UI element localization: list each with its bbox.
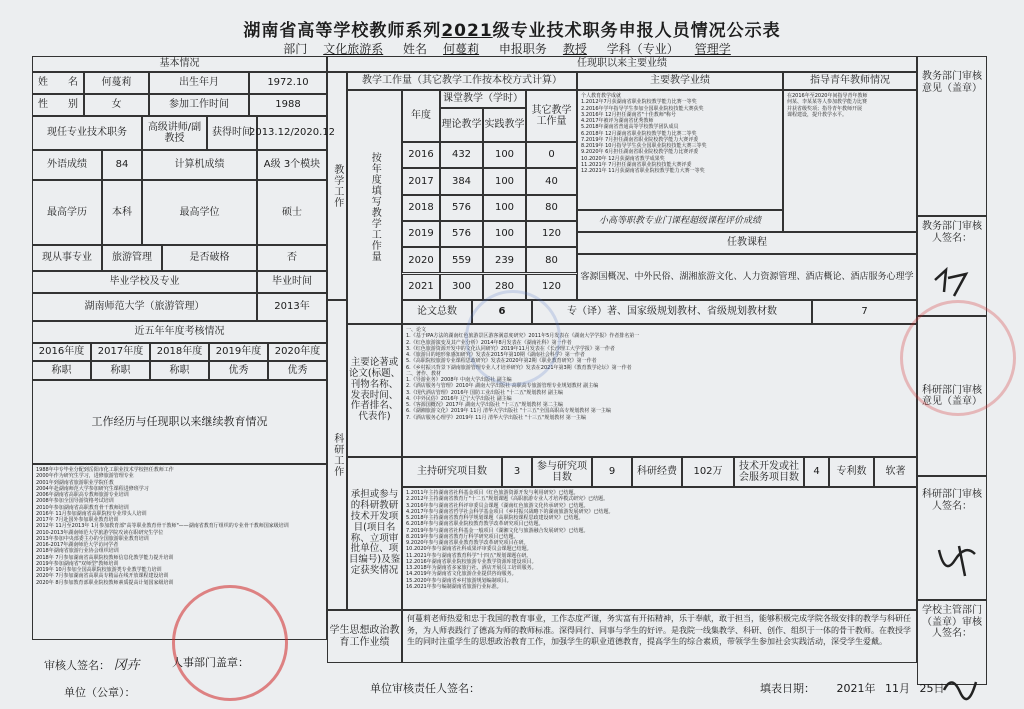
assessment-year: 2018年度 xyxy=(150,343,209,361)
title-suffix: 级专业技术职务申报人员情况公示表 xyxy=(492,21,781,41)
workload-year: 2020 xyxy=(402,247,440,273)
paper-line: 一、论文 xyxy=(406,327,427,333)
experience-line: 2012年 11月至2013年 1月参加教育部"高等职业教育骨干教师"——湖南省教育厅组织的专业骨干教师国家级培训 xyxy=(36,523,289,530)
date-label: 填表日期： xyxy=(760,682,815,695)
assessment-result: 称职 xyxy=(91,361,150,380)
birth-label: 出生年月 xyxy=(149,72,249,94)
project-line: 7.2019年参与湖南省社科基金一般项目《湖湘文化与旅游融合发展研究》已结题。 xyxy=(406,527,589,534)
teaching-work-label xyxy=(327,72,347,300)
join-count-label: 参与研究项目数 xyxy=(532,457,592,487)
project-line: 10.2020年参与湖南省社科成果评审委员会课题已结题。 xyxy=(406,546,532,553)
paper-line: 1.《基于IPA方法的湖南红色旅游景区游客满意度研究》2011年5月发表在《湖南大学学报》作者排名第一 xyxy=(406,333,640,340)
experience-line: 2020年 8月参加教育部职业院校教师素质提高计划国家级培训 xyxy=(36,579,174,586)
birth-value: 1972.10 xyxy=(249,72,327,94)
computer-label: 计算机成绩 xyxy=(142,150,257,180)
signature-icon xyxy=(940,670,980,706)
foreign-lang-score: 84 xyxy=(102,150,142,180)
teaching-work-text: 教学工作 xyxy=(331,164,343,208)
project-line: 1.2011年主持湖南省社科基金项目《红色旅游资源开发与利用研究》已结题。 xyxy=(406,490,579,496)
handwritten-note: 小高等职教专业门课程超级课程评价成绩 xyxy=(577,210,783,232)
workload-practice: 100 xyxy=(483,142,526,168)
guide-teachers-text xyxy=(783,90,917,232)
project-line: 2.2012年主持湖南省教育厅"十二五"规划课题《高职旅游专业人才培养模式研究》已结题。 xyxy=(406,496,609,503)
projects-label: 承担或参与的科研教研技术开发项目(项目名称、立项审批单位、项目编号)及鉴定获奖情况 xyxy=(347,457,402,610)
project-line: 16.2021年参与编制湖南省旅游行业标准。 xyxy=(406,583,502,590)
paper-line: 4.《中外民俗》2016年 辽宁大学出版社 副主编 xyxy=(406,395,512,402)
experience-line: 2004年赴湖南师范大学参加研究生课程进修班学习 xyxy=(36,485,149,492)
achievement-line: 8.2019年 10月指导学生获全国职业院校技能大赛三等奖 xyxy=(581,143,707,149)
research-opinion: 科研部门审核意见（盖章） xyxy=(917,316,987,476)
blue-seal-stamp xyxy=(465,290,561,386)
workload-year: 2018 xyxy=(402,195,440,221)
assessment-year: 2019年度 xyxy=(209,343,268,361)
red-seal-stamp xyxy=(172,585,288,701)
project-line: 11.2021年参与湖南省教育科学"十四五"规划课题在研。 xyxy=(406,552,532,559)
project-line: 8.2019年参与湖南省教育厅科学研究项目已结题。 xyxy=(406,533,519,540)
school-label: 毕业学校及专业 xyxy=(32,271,257,293)
unit-reviewer-label: 单位审核责任人签名： xyxy=(370,682,480,695)
paper-line: 二、著作、教材 xyxy=(406,370,442,377)
achievement-line: 10.2020年 12月获湖南省教学成果奖 xyxy=(581,155,665,162)
position-label: 申报职务 xyxy=(498,42,547,56)
projects-list xyxy=(402,487,917,610)
basic-section-title: 基本情况 xyxy=(32,56,327,72)
form-title xyxy=(0,16,1024,41)
edu-dept-opinion: 教务部门审核意见（盖章） xyxy=(917,56,987,216)
date-year: 2021 xyxy=(836,682,865,695)
paper-line: 6.《湖湘旅游文化》2019年 11月 清华大学出版社 "十三五"全国高职高专规划教材 第一主编 xyxy=(406,408,611,415)
paper-line: 1.《导游业务》2008年 中南大学出版社 副主编 xyxy=(406,377,512,383)
experience-line: 2001年到湖南省旅游职业学院任教 xyxy=(36,479,114,486)
foreign-lang-label: 外语成绩 xyxy=(32,150,102,180)
education-label: 最高学历 xyxy=(32,180,102,245)
red-seal-stamp xyxy=(900,300,1016,416)
achievement-line: 3.2016年 12月担任湖南省"十佳教师"称号 xyxy=(581,111,677,118)
research-signer: 科研部门审核人签名： xyxy=(917,476,987,600)
workload-other: 80 xyxy=(526,247,577,273)
experience-line: 2006年湖南省高职高专教师旅游专业培训 xyxy=(36,492,129,498)
assessment-year: 2016年度 xyxy=(32,343,91,361)
applicant-summary xyxy=(0,40,1024,57)
paper-line: 3.《现代酒店管理》2016年 国防工业出版社 "十二五"规划教材 副主编 xyxy=(406,389,563,396)
unit-seal-label: 单位（公章）： xyxy=(64,686,136,699)
hr-seal-label: 人事部门盖章： xyxy=(172,656,249,669)
degree-label: 最高学位 xyxy=(142,180,257,245)
workload-year: 2017 xyxy=(402,168,440,194)
achievement-line: 7.2019年 7月担任湖南省职业院校教学能力大赛评委 xyxy=(581,136,699,143)
experience-line: 2019年参加湖南省"双师型"教师培训 xyxy=(36,560,119,567)
fund-value: 102万 xyxy=(682,457,734,487)
workload-practice: 239 xyxy=(483,247,526,273)
book-count-label: 专（译）著、国家级规划教材、省级规划教材数 xyxy=(532,300,812,324)
workload-other: 120 xyxy=(526,221,577,247)
workload-year: 2019 xyxy=(402,221,440,247)
achievement-line: 个人教育教学成就 xyxy=(581,93,622,99)
dept-value: 文化旅游系 xyxy=(323,42,384,56)
achievement-line: 9.2020年 6月担任湖南省职业院校教学能力比赛评委 xyxy=(581,149,699,156)
education-value: 本科 xyxy=(102,180,142,245)
reviewer-label: 审核人签名： xyxy=(44,659,110,672)
reviewer-sign: 审核人签名： 冈卉 xyxy=(44,658,140,673)
project-count-label: 主持研究项目数 xyxy=(402,457,502,487)
project-line: 4.2017年参与湖南省哲学社会科学基金项目《乡村振兴战略下的湖南旅游发展研究》已结题。 xyxy=(406,508,614,515)
paper-count-label: 论文总数 xyxy=(402,300,472,324)
break-rule-label: 是否破格 xyxy=(162,245,257,271)
grad-time-value: 2013年 xyxy=(257,293,327,321)
project-line: 6.2018年参与湖南省职业院校教育教学改革研究项目已结题。 xyxy=(406,521,544,528)
gender-value: 女 xyxy=(84,94,149,116)
workload-practice: 100 xyxy=(483,195,526,221)
workload-practice: 100 xyxy=(483,221,526,247)
workload-practice: 280 xyxy=(483,274,526,300)
computer-score: A级 3个模块 xyxy=(257,150,327,180)
ideology-label: 学生思想政治教育工作业绩 xyxy=(327,610,402,663)
workload-title: 教学工作量（其它教学工作按本校方式计算） xyxy=(347,72,577,90)
experience-line: 2013年参加中央部委主办的全国旅游职业教育培训 xyxy=(36,535,149,542)
grad-time-label: 毕业时间 xyxy=(257,271,327,293)
ideology-text: 何蔓莉老师热爱和忠于我国的教育事业，工作态度严谨，务实富有开拓精神，乐于奉献，敢于担当，能够积极完成学院各级安排的教学与科研任务，为人师表践行了德高为师的教师标准。深得同行、同事与学生的好评。是我院一线集教学、科研、创作、组织于一体的骨干教师。在教授学生的同时注重学生的思想政治教育工作，加强学生的职业道德教育，提高学生的综合素质，带领学生参加社会实践活动，深受学生爱戴。 xyxy=(402,610,917,663)
guide-line: 何某、李某某等人参加教学能力比赛 xyxy=(787,99,868,106)
assessment-result: 称职 xyxy=(32,361,91,380)
achievement-line: 2.2016年学年指导学生参加全国职业院校技能大赛获奖 xyxy=(581,105,704,112)
workload-theory: 384 xyxy=(440,168,483,194)
project-line: 12.2016年湖南省职业院校旅游专业教学资源库建设项目。 xyxy=(406,558,537,565)
experience-line: 2016年 11月参加湖南省高职院校专业带头人培训 xyxy=(36,510,147,517)
research-work-text: 科研工作 xyxy=(331,433,343,477)
courses-value: 客源国概况、中外民俗、湖湘旅游文化、人力资源管理、酒店概论、酒店服务心理学 xyxy=(577,254,917,300)
paper-line: 3.《红色旅游资源开发中的文化认同研究》2019年11月发表在《长沙理工大学学报》第一作者 xyxy=(406,345,615,352)
fill-date xyxy=(760,680,945,696)
workload-year: 2021 xyxy=(402,274,440,300)
assessment-year: 2020年度 xyxy=(268,343,327,361)
experience-line: 2017年 7月赴国外参加职业教育培训 xyxy=(36,517,119,523)
paper-count-value: 6 xyxy=(472,300,532,324)
name-field: 何蔓莉 xyxy=(84,72,149,94)
paper-line: 5.《客源国概况》2017年 湖南大学出版社 "十三五"规划教材 第二主编 xyxy=(406,402,563,408)
signature-icon xyxy=(935,540,983,580)
major-value: 旅游管理 xyxy=(102,245,162,271)
assessment-year: 2017年度 xyxy=(91,343,150,361)
experience-line: 2008年参加全国导游资格考试培训 xyxy=(36,498,114,505)
workload-practice: 100 xyxy=(483,168,526,194)
project-count-value: 3 xyxy=(502,457,532,487)
project-line: 15.2020年参与湖南省乡村旅游规划编制项目。 xyxy=(406,577,512,584)
signature-icon xyxy=(932,262,972,298)
achievement-line: 1.2012年7月获湖南省职业院校教学能力比赛一等奖 xyxy=(581,99,697,106)
workload-theory: 432 xyxy=(440,142,483,168)
main-achievements-title: 主要教学业绩 xyxy=(577,72,783,90)
obtain-value: 2013.12/2020.12 xyxy=(257,116,327,150)
fill-by-year-text: 按年度填写教学工作量 xyxy=(369,152,381,262)
date-year-unit: 年 xyxy=(864,682,876,695)
experience-line: 2018年湖南省旅游行业协会组织培训 xyxy=(36,548,119,555)
experience-line: 1988年中专毕业分配到岳阳市化工职业技术学校担任教师工作 xyxy=(36,467,174,473)
title-year: 2021 xyxy=(441,21,493,41)
practice-header: 实践教学 xyxy=(483,108,526,142)
name-label: 姓名 xyxy=(403,42,428,56)
work-start-label: 参加工作时间 xyxy=(149,94,249,116)
paper-line: 5.《高职院校旅游专业课程思政研究》发表在2020年第2期《职业教育研究》第一作者 xyxy=(406,358,597,365)
workload-theory: 576 xyxy=(440,195,483,221)
experience-line: 2020年 7月参加湖南省高职高专精品在线开放课程建设培训 xyxy=(36,573,169,580)
position-value: 教授 xyxy=(562,42,587,56)
patent-label: 专利数 xyxy=(829,457,874,487)
edu-dept-signer: 教务部门审核人签名： xyxy=(917,216,987,316)
degree-value: 硕士 xyxy=(257,180,327,245)
workload-other: 120 xyxy=(526,274,577,300)
paper-line: 6.《乡村振兴背景下湖南旅游管理专业人才培养研究》发表在2021年第3期《教育教学论坛》第一作者 xyxy=(406,364,632,371)
paper-line: 4.《旅游目的地形象感知研究》发表在2015年第10期《湖南社会科学》第一作者 xyxy=(406,352,585,358)
workload-other: 0 xyxy=(526,142,577,168)
guide-line: 课程建设，提升教学水平。 xyxy=(787,111,848,118)
year-header: 年度 xyxy=(402,90,440,142)
achievement-line: 12.2021年 11月获湖南省职业院校教学能力大赛一等奖 xyxy=(581,168,705,174)
theory-header: 理论教学 xyxy=(440,108,483,142)
workload-theory: 300 xyxy=(440,274,483,300)
tech-count-value: 4 xyxy=(804,457,829,487)
assessment-result: 称职 xyxy=(150,361,209,380)
date-day: 25 xyxy=(919,682,934,695)
guide-line: 并获省级奖项；指导青年教师开展 xyxy=(787,105,863,112)
school-signer: 学校主管部门（盖章）审核人签名： xyxy=(917,600,987,685)
experience-line: 2000年作为研究生学习，进修旅游管理专业 xyxy=(36,473,134,480)
join-count-value: 9 xyxy=(592,457,632,487)
name-field-label: 姓 名 xyxy=(32,72,84,94)
experience-line: 2018年 7月参加湖南省高职院校教师信息化教学能力提升培训 xyxy=(36,554,174,561)
workload-other: 40 xyxy=(526,168,577,194)
work-start-value: 1988 xyxy=(249,94,327,116)
experience-line: 2010-2013年湖南师范大学旅游学院攻读在职研究生学位 xyxy=(36,529,164,536)
project-line: 5.2018年主持湖南省教育科学规划课题《高职院校课程思政建设研究》已结题。 xyxy=(406,515,584,521)
major-label: 现从事专业 xyxy=(32,245,102,271)
obtain-label: 获得时间 xyxy=(207,116,257,150)
dept-label: 部门 xyxy=(283,42,308,56)
assessment-title: 近五年年度考核情况 xyxy=(32,321,327,343)
date-month: 11 xyxy=(885,682,899,695)
experience-title: 工作经历与任现职以来继续教育情况 xyxy=(32,380,327,464)
research-work-label xyxy=(327,300,347,610)
guide-line: 在2016年至2020年间指导青年教师 xyxy=(787,93,868,99)
patent-value: 软著 xyxy=(874,457,917,487)
paper-line: 2.《红色旅游演变及其产业分析》2014年8月发表在《湖南社科》第一作者 xyxy=(406,339,572,346)
papers-label: 主要论著或论文(标题、刊物名称、发表时间、作者排名、代表作) xyxy=(347,324,402,457)
project-line: 9.2020年参与湖南省职业教育教学改革研究项目在研。 xyxy=(406,540,529,546)
experience-line: 2016-2017年湖南师范大学访问学者 xyxy=(36,542,119,548)
achievement-line: 5.2018年湖南省普通高等学校教学团队成员 xyxy=(581,124,679,131)
project-line: 14.2019年为湖南省文化旅游企业提供咨询服务。 xyxy=(406,571,517,578)
workload-theory: 559 xyxy=(440,247,483,273)
fill-by-year-label xyxy=(347,90,402,324)
main-achievements-list xyxy=(577,90,783,210)
paper-line: 7.《酒店服务心理学》2019年 11月 清华大学出版社 "十三五"规划教材 第一主编 xyxy=(406,414,586,421)
break-rule-value: 否 xyxy=(257,245,327,271)
achievement-line: 4.2017年被评为湖南省优秀教师 xyxy=(581,118,654,124)
school-value: 湖南师范大学（旅游管理） xyxy=(32,293,257,321)
guide-teachers-title: 指导青年教师情况 xyxy=(783,72,917,90)
assessment-result: 优秀 xyxy=(268,361,327,380)
other-work-header: 其它教学工作量 xyxy=(526,90,577,142)
date-day-unit: 日 xyxy=(933,682,945,695)
subject-label: 学科（专业） xyxy=(606,42,679,56)
class-hours-header: 课堂教学（学时） xyxy=(440,90,526,108)
cur-title-value: 高级讲师/副教授 xyxy=(142,116,207,150)
date-month-unit: 月 xyxy=(899,682,910,695)
workload-other: 80 xyxy=(526,195,577,221)
achievement-line: 6.2018年 12月湖南省职业院校教学能力比赛二等奖 xyxy=(581,130,697,137)
achievement-line: 11.2021年 7月担任湖南省职业院校技能大赛评委 xyxy=(581,161,692,168)
book-count-value: 7 xyxy=(812,300,917,324)
project-line: 13.2018年为湖南省多家旅行社、酒店开展员工培训服务。 xyxy=(406,565,537,571)
tech-count-label: 技术开发或社会服务项目数 xyxy=(734,457,804,487)
fund-label: 科研经费 xyxy=(632,457,682,487)
workload-year: 2016 xyxy=(402,142,440,168)
assessment-result: 优秀 xyxy=(209,361,268,380)
project-line: 3.2016年参与湖南省社科评审委员会课题《湖南红色旅游文化传承研究》已结题。 xyxy=(406,502,589,509)
paper-line: 2.《酒店服务与管理》2010年 湖南大学出版社 高职高专旅游管理专业规划教材 副主编 xyxy=(406,383,599,390)
cur-title-label: 现任专业技术职务 xyxy=(32,116,142,150)
gender-label: 性 别 xyxy=(32,94,84,116)
experience-line: 2010年参加湖南省高职教育骨干教师培训 xyxy=(36,504,129,511)
subject-value: 管理学 xyxy=(694,42,731,56)
experience-line: 2019年 10月参加全国高职院校旅游类专业教学能力培训 xyxy=(36,567,162,573)
title-prefix: 湖南省高等学校教师系列 xyxy=(243,21,442,41)
name-value: 何蔓莉 xyxy=(443,42,480,56)
duties-section-title: 任现职以来主要业绩 xyxy=(327,56,917,72)
workload-theory: 576 xyxy=(440,221,483,247)
courses-title: 任教课程 xyxy=(577,232,917,254)
